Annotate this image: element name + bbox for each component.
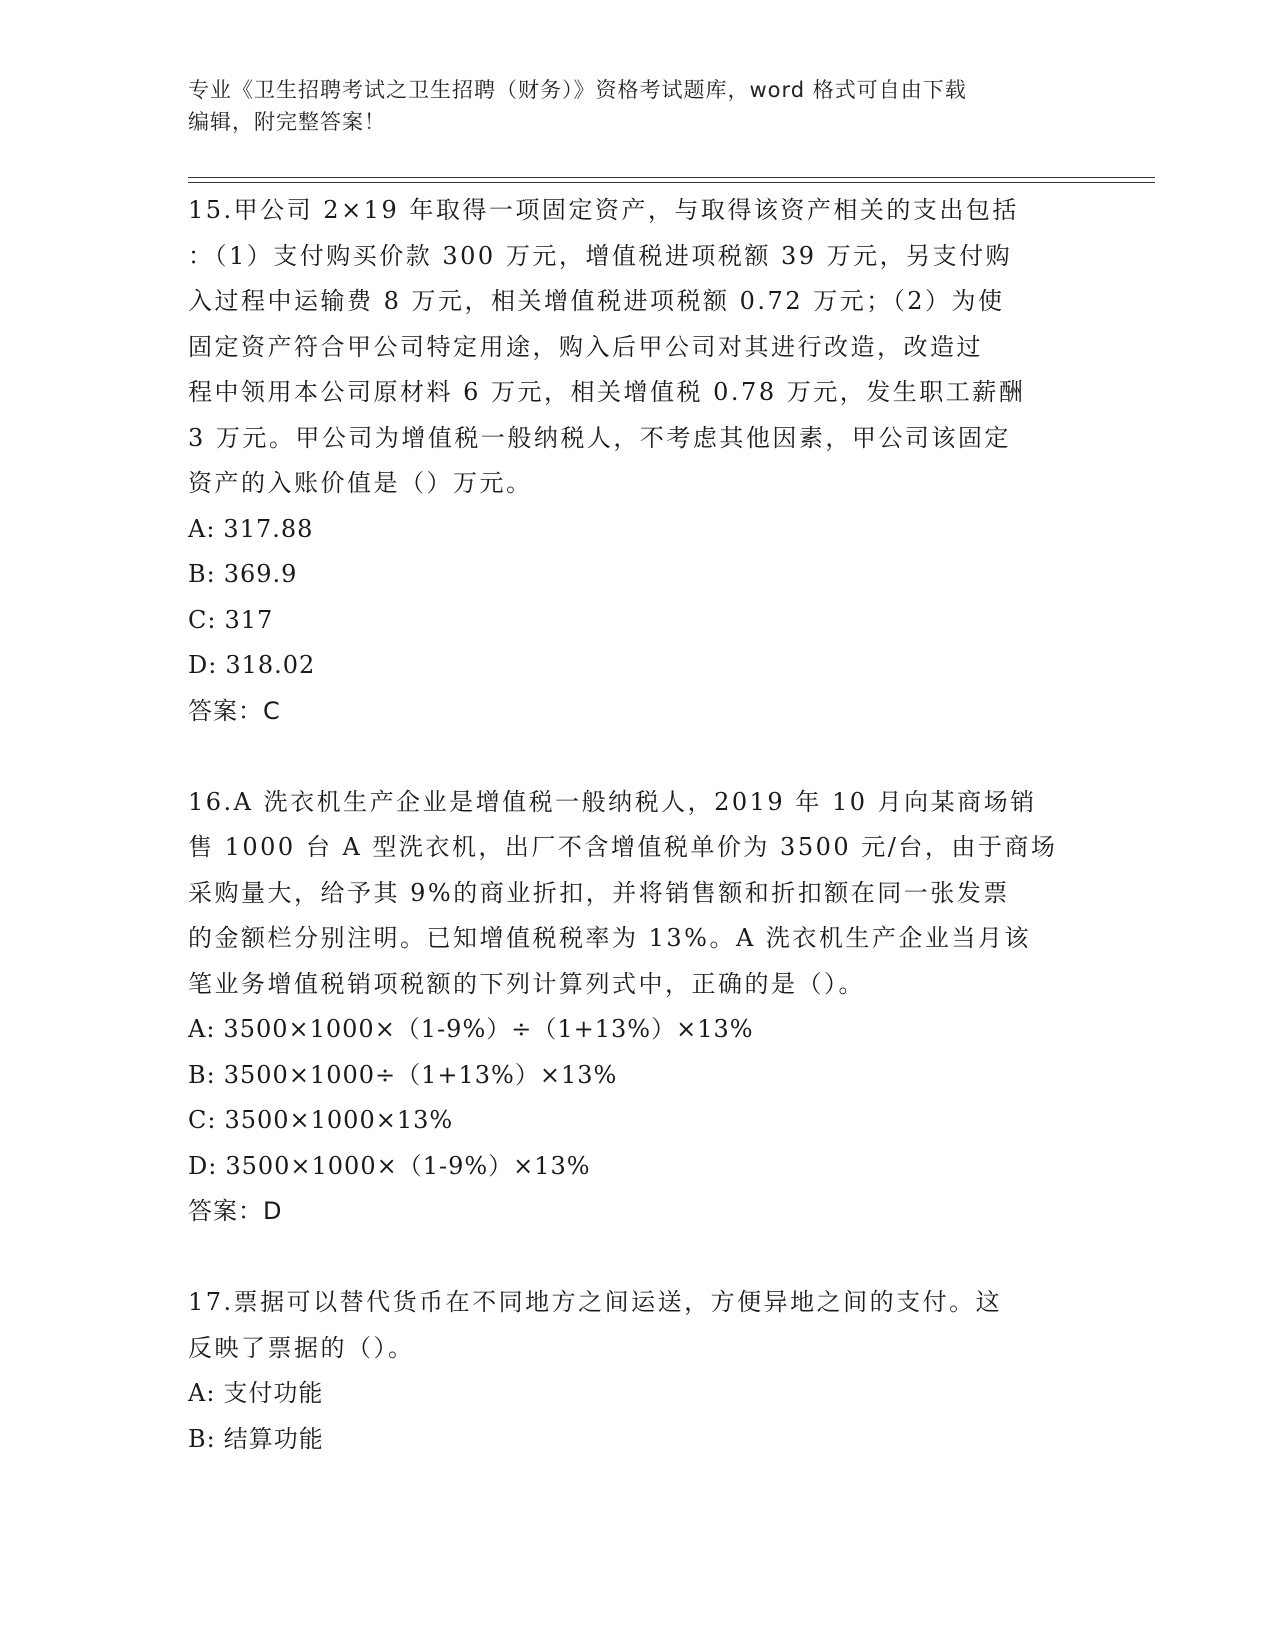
option-b xyxy=(188,1053,1088,1099)
option-value: 3500×1000×（1-9%）×13% xyxy=(225,1151,591,1180)
option-a xyxy=(188,1371,1088,1417)
question-text-line: 17.票据可以替代货币在不同地方之间运送，方便异地之间的支付。这 xyxy=(188,1288,1003,1316)
question-text-line: 售 1000 台 A 型洗衣机，出厂不含增值税单价为 3500 元/台，由于商场 xyxy=(188,833,1058,861)
option-label: A: xyxy=(188,1379,216,1407)
option-value: 317.88 xyxy=(223,514,314,543)
option-d xyxy=(188,643,1088,689)
option-label: A: xyxy=(188,514,216,543)
question-text-line: 的金额栏分别注明。已知增值税税率为 13%。A 洗衣机生产企业当月该 xyxy=(188,924,1031,952)
header-line-1: 专业《卫生招聘考试之卫生招聘（财务）》资格考试题库，word 格式可自由下载 xyxy=(188,78,967,102)
option-label: C: xyxy=(188,1106,217,1134)
question-text-line: 固定资产符合甲公司特定用途，购入后甲公司对其进行改造，改造过 xyxy=(188,332,983,361)
question-text-line: 16.A 洗衣机生产企业是增值税一般纳税人，2019 年 10 月向某商场销 xyxy=(188,787,1037,816)
question-15 xyxy=(188,188,1088,734)
header-divider-top xyxy=(188,177,1155,178)
question-text-line: 笔业务增值税销项税额的下列计算列式中，正确的是（）。 xyxy=(188,969,865,998)
question-16 xyxy=(188,780,1088,1235)
option-label: A: xyxy=(188,1015,216,1043)
spacer xyxy=(188,1235,1088,1281)
option-d xyxy=(188,1144,1088,1190)
question-text-line: 资产的入账价值是（）万元。 xyxy=(188,469,533,497)
option-a xyxy=(188,507,1088,553)
option-label: D: xyxy=(188,651,218,679)
answer-line: 答案：C xyxy=(188,696,281,725)
option-label: B: xyxy=(188,560,216,588)
option-value: 3500×1000÷（1+13%）×13% xyxy=(223,1060,618,1089)
option-value: 3500×1000×（1-9%）÷（1+13%）×13% xyxy=(223,1015,754,1043)
question-text-line: 3 万元。甲公司为增值税一般纳税人，不考虑其他因素，甲公司该固定 xyxy=(188,423,1011,452)
question-text-line: 入过程中运输费 8 万元，相关增值税进项税额 0.72 万元；（2）为使 xyxy=(188,287,1005,315)
spacer xyxy=(188,734,1088,780)
option-label: B: xyxy=(188,1060,216,1089)
header-divider-bottom xyxy=(188,182,1155,183)
option-label: C: xyxy=(188,605,217,634)
option-value: 317 xyxy=(224,605,274,634)
answer-line: 答案：D xyxy=(188,1197,283,1225)
question-17 xyxy=(188,1280,1088,1462)
option-b xyxy=(188,1417,1088,1463)
option-label: D: xyxy=(188,1151,218,1180)
option-value: 3500×1000×13% xyxy=(224,1106,454,1134)
option-a xyxy=(188,1007,1088,1053)
option-value: 318.02 xyxy=(225,651,316,679)
question-text-line: 采购量大，给予其 9%的商业折扣，并将销售额和折扣额在同一张发票 xyxy=(188,878,1010,907)
option-b xyxy=(188,552,1088,598)
option-value: 支付功能 xyxy=(223,1379,324,1407)
option-label: B: xyxy=(188,1424,216,1453)
option-value: 369.9 xyxy=(223,560,298,588)
question-text-line: ：（1）支付购买价款 300 万元，增值税进项税额 39 万元，另支付购 xyxy=(188,241,1013,270)
question-text-line: 程中领用本公司原材料 6 万元，相关增值税 0.78 万元，发生职工薪酬 xyxy=(188,378,1026,406)
question-text-line: 反映了票据的（）。 xyxy=(188,1333,415,1362)
option-c xyxy=(188,598,1088,644)
option-c xyxy=(188,1098,1088,1144)
header-line-2: 编辑，附完整答案！ xyxy=(188,110,386,134)
option-value: 结算功能 xyxy=(223,1424,324,1453)
question-list xyxy=(188,188,1088,1462)
question-text-line: 15.甲公司 2×19 年取得一项固定资产，与取得该资产相关的支出包括 xyxy=(188,196,1019,224)
document-header xyxy=(188,74,1088,138)
